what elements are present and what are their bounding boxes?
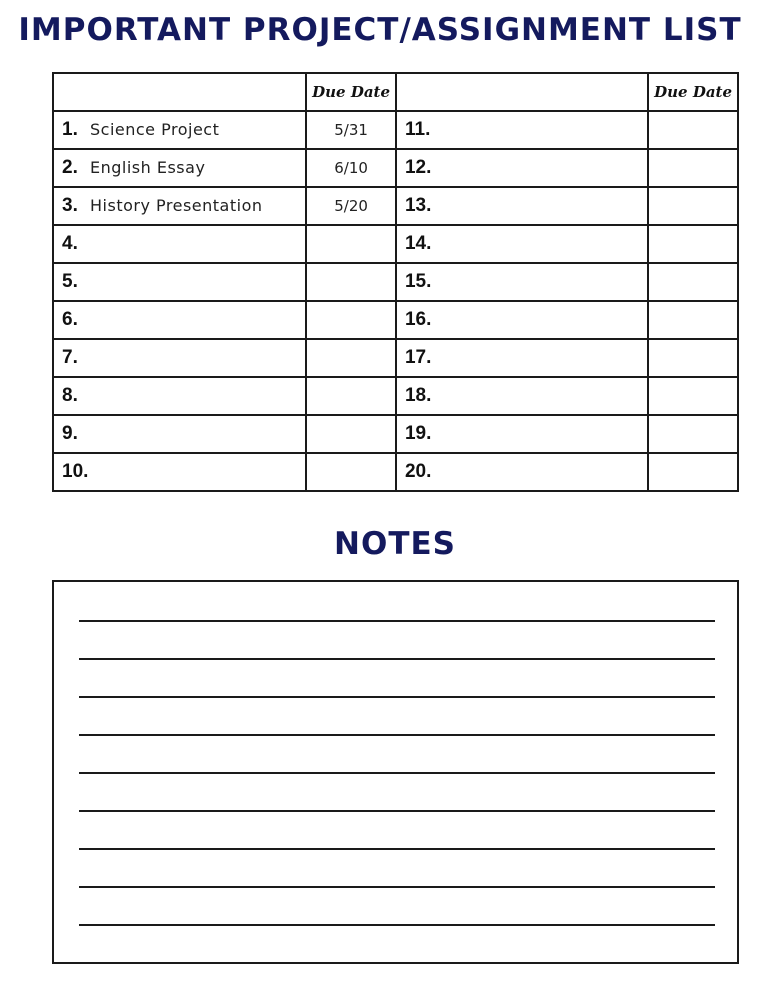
table-row	[53, 263, 738, 301]
assignment-cell-right[interactable]	[396, 453, 648, 491]
item-number: 2.	[62, 157, 78, 178]
due-date-cell-left[interactable]	[306, 377, 396, 415]
assignment-cell-left[interactable]	[53, 453, 306, 491]
item-number: 19.	[404, 423, 432, 444]
table-row	[53, 339, 738, 377]
due-date-cell-left[interactable]	[306, 225, 396, 263]
assignment-cell-right[interactable]	[396, 263, 648, 301]
item-number: 1.	[62, 119, 78, 140]
notes-title: NOTES	[334, 526, 456, 562]
assignment-cell-left[interactable]	[53, 187, 306, 225]
assignment-cell-right[interactable]	[396, 149, 648, 187]
due-date-cell-right[interactable]	[648, 301, 738, 339]
item-number: 4.	[62, 233, 78, 254]
table-header-row	[53, 73, 738, 111]
note-line[interactable]	[79, 772, 715, 774]
item-number: 10.	[62, 461, 89, 482]
table-row	[53, 225, 738, 263]
due-date-cell-left[interactable]: 5/31	[306, 111, 396, 149]
due-date-cell-right[interactable]	[648, 453, 738, 491]
table-row	[53, 377, 738, 415]
assignment-cell-right[interactable]	[396, 187, 648, 225]
item-number: 17.	[404, 347, 432, 368]
item-number: 18.	[404, 385, 432, 406]
due-date-cell-right[interactable]	[648, 225, 738, 263]
item-number: 13.	[404, 195, 432, 216]
due-date-cell-right[interactable]	[648, 377, 738, 415]
assignment-cell-left[interactable]	[53, 415, 306, 453]
assignment-name: English Essay	[90, 158, 206, 177]
item-number: 12.	[404, 157, 432, 178]
assignment-cell-right[interactable]	[396, 377, 648, 415]
due-date-cell-left[interactable]	[306, 301, 396, 339]
assignment-cell-left[interactable]	[53, 225, 306, 263]
assignment-cell-left[interactable]	[53, 301, 306, 339]
item-number: 20.	[404, 461, 432, 482]
table-row	[53, 415, 738, 453]
item-header-right	[396, 73, 648, 111]
due-date-cell-left[interactable]	[306, 263, 396, 301]
note-line[interactable]	[79, 848, 715, 850]
note-line[interactable]	[79, 734, 715, 736]
table-row	[53, 111, 738, 149]
note-line[interactable]	[79, 620, 715, 622]
item-number: 14.	[404, 233, 432, 254]
item-number: 9.	[62, 423, 78, 444]
page-title: IMPORTANT PROJECT/ASSIGNMENT LIST	[18, 12, 742, 48]
item-number: 5.	[62, 271, 78, 292]
note-line[interactable]	[79, 658, 715, 660]
item-number: 16.	[404, 309, 432, 330]
assignment-cell-right[interactable]	[396, 225, 648, 263]
item-number: 7.	[62, 347, 78, 368]
item-number: 15.	[404, 271, 432, 292]
due-date-cell-right[interactable]	[648, 187, 738, 225]
item-number: 6.	[62, 309, 78, 330]
assignment-cell-right[interactable]	[396, 301, 648, 339]
note-line[interactable]	[79, 810, 715, 812]
due-date-cell-right[interactable]	[648, 149, 738, 187]
due-date-cell-right[interactable]	[648, 111, 738, 149]
assignment-cell-left[interactable]	[53, 263, 306, 301]
assignment-cell-right[interactable]	[396, 415, 648, 453]
table-row	[53, 301, 738, 339]
due-date-cell-right[interactable]	[648, 339, 738, 377]
item-number: 11.	[404, 119, 431, 140]
assignment-cell-left[interactable]	[53, 111, 306, 149]
assignment-cell-right[interactable]	[396, 339, 648, 377]
assignment-table	[52, 72, 739, 492]
due-date-cell-left[interactable]	[306, 453, 396, 491]
due-date-header-left: Due Date	[306, 73, 396, 111]
table-row	[53, 149, 738, 187]
table-row	[53, 453, 738, 491]
assignment-cell-left[interactable]	[53, 149, 306, 187]
table-body	[53, 111, 738, 491]
assignment-cell-left[interactable]	[53, 339, 306, 377]
due-date-header-right: Due Date	[648, 73, 738, 111]
item-number: 3.	[62, 195, 78, 216]
due-date-cell-right[interactable]	[648, 415, 738, 453]
item-number: 8.	[62, 385, 78, 406]
note-line[interactable]	[79, 886, 715, 888]
table-row	[53, 187, 738, 225]
item-header-left	[53, 73, 306, 111]
notes-box[interactable]	[52, 580, 739, 964]
note-line[interactable]	[79, 924, 715, 926]
assignment-name: Science Project	[90, 120, 220, 139]
due-date-cell-right[interactable]	[648, 263, 738, 301]
due-date-cell-left[interactable]: 6/10	[306, 149, 396, 187]
assignment-cell-left[interactable]	[53, 377, 306, 415]
due-date-cell-left[interactable]: 5/20	[306, 187, 396, 225]
note-line[interactable]	[79, 696, 715, 698]
assignment-cell-right[interactable]	[396, 111, 648, 149]
due-date-cell-left[interactable]	[306, 415, 396, 453]
due-date-cell-left[interactable]	[306, 339, 396, 377]
assignment-name: History Presentation	[90, 196, 263, 215]
